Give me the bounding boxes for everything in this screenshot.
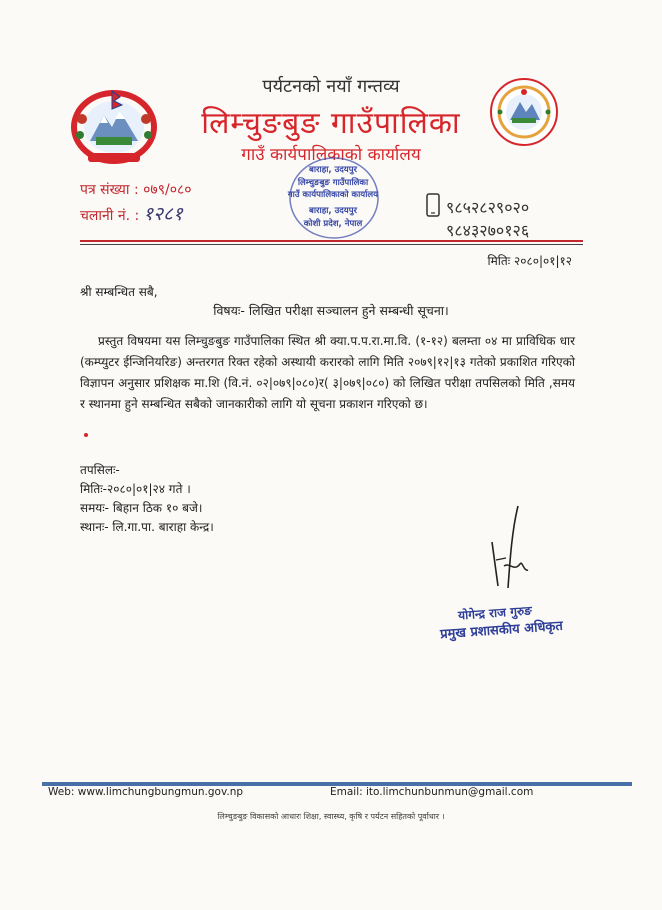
chalani-label: चलानी नं. : [80,208,140,224]
footer-motto: लिम्चुङबुङ विकासको आधारः शिक्षा, स्वास्थ्य, कृषि र पर्यटन सहितको पूर्वाधार । [217,812,445,821]
footer-website: Web: www.limchungbungmun.gov.np [48,786,244,798]
letter-subject: विषयः- लिखित परीक्षा सञ्चालन हुने सम्बन्धी सूचना। [213,303,449,318]
stamp-line-1: बाराहा, उदयपुर [308,165,358,175]
header-divider-dark [80,244,583,245]
addressee: श्री सम्बन्धित सबै, [80,285,158,299]
phone-number-1: ९८५२८२९०२० [446,198,530,217]
red-mark [84,433,88,437]
signatory-title: प्रमुख प्रशासकीय अधिकृत [439,618,564,643]
schedule-place: स्थानः- लि.गा.पा. बाराहा केन्द्र। [80,520,214,534]
phone-number-2: ९८४३२७०१२६ [446,221,530,240]
municipality-name: लिम्चुङबुङ गाउँपालिका [201,106,461,141]
chalani-number [80,200,183,226]
schedule-heading: तपसिलः- [80,463,120,477]
stamp-line-3: गाउँ कार्यपालिकाको कार्यालय [287,190,379,200]
mobile-phone-icon [426,193,440,217]
letter-date: मितिः २०८०|०१|१२ [487,254,572,268]
schedule-time: समयः- बिहान ठिक १० बजे। [80,501,203,515]
letter-body: प्रस्तुत विषयमा यस लिम्चुङबुङ गाउँपालिका स्थित श्री क्या.प.प.रा.मा.वि. (१-१२) बलम्ता ०४ मा प्राविधिक धार (कम्प्युटर ईन्जिनियरिङ) अन्तरगत रिक्त रहेको अस्थायी करारको लागि मिति २०७९|१२|१३ गतेको प्रकाशित गरिएको विज्ञापन अनुसार प्रशिक्षक मा.शि (वि.नं. ०२|०७९|०८०)र( ३|०७९|०८०) को लिखित परीक्षा तपसिलको मिति ,समय र स्थानमा हुने सम्बन्धित सबैको जानकारीको लागि यो सूचना प्रकाशन गरिएको छ। [80,334,575,411]
header-divider-red [80,240,583,242]
stamp-line-5: कोशी प्रदेश, नेपाल [303,219,363,229]
tagline: पर्यटनको नयाँ गन्तव्य [262,76,400,97]
schedule-date: मितिः-२०८०|०१|२४ गते । [80,482,191,496]
footer-email: Email: ito.limchunbunmun@gmail.com [330,786,534,798]
chalani-handwritten-value: १२८१ [143,203,183,225]
office-name: गाउँ कार्यपालिकाको कार्यालय [241,145,421,165]
signatory-name: योगेन्द्र राज गुरुङ [457,603,533,623]
stamp-line-2: लिम्चुङबुङ गाउँपालिका [297,178,369,188]
office-stamp [268,150,398,250]
handwritten-signature-icon [484,500,544,600]
patra-sankhya: पत्र संख्या : ०७९/०८० [80,182,192,198]
stamp-line-4: बाराहा, उदयपुर [308,206,358,216]
